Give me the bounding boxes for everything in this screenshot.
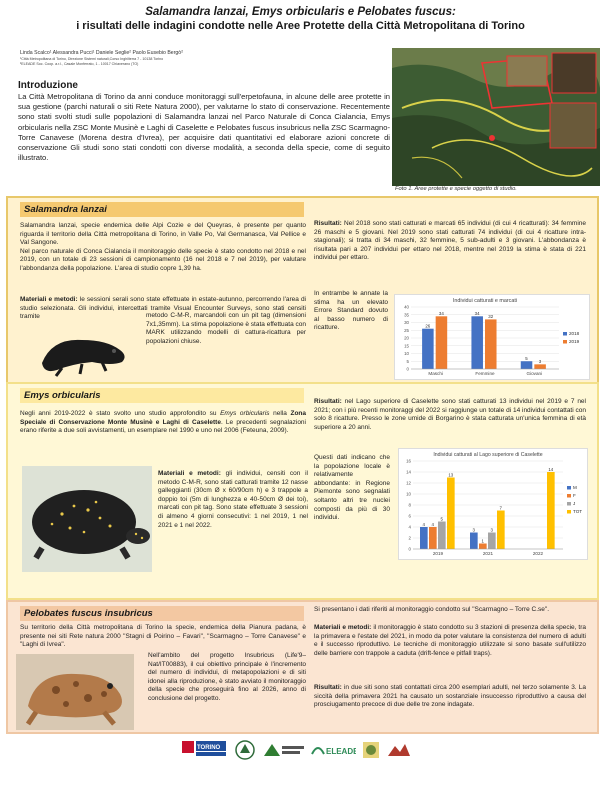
- emys-mm: gli individui, censiti con il metodo C-M-R, sono stati catturati tramite 12 nasse galleggianti (30cm Ø x 60/90cm h) e 3 trappole a doppio toi (5m di lunghezza e 40-50cm Ø dei toi), marcati con pit tag. Sono state effettuate 3 sessioni di almeno 4 giorni consecutivi: 1 nel 2019, 1 nel 2021 e 1 nel 2022.: [158, 470, 309, 529]
- data-label: 13: [448, 472, 454, 478]
- logo-regione: [386, 738, 412, 762]
- y-tick-label: 2: [408, 535, 411, 541]
- y-tick-label: 10: [406, 491, 411, 497]
- turtle-illustration: [22, 466, 152, 572]
- data-label: 14: [548, 466, 554, 472]
- pelobates-intro-right: Si presentano i dati riferiti al monitoraggio condotto sul "Scarmagno – Torre C.se".: [314, 606, 550, 613]
- y-tick-label: 5: [406, 358, 409, 364]
- salamandra-res2: In entrambe le annate la stima ha un elevato Errore Standard dovuto al basso numero di ricatture.: [314, 290, 388, 332]
- emys-methods: [158, 470, 308, 530]
- section-emys: [6, 382, 599, 600]
- affiliations: [20, 57, 163, 67]
- salamandra-mm2: metodo C-M-R, marcandoli con un pit tag (dimensioni 7x1,35mm). La stima popolazione è stata effettuata con MARK utilizzando modelli di cattura-ricattura per popolazioni chiuse.: [146, 312, 306, 345]
- pelobates-p1: Su territorio della Città metropolitana di Torino la specie, endemica della Pianura padana, è presente nei siti Rete natura 2000 "Stagni di Poirino – Favari", "Scarmagno – Torre Canavese" e "Laghi di Ivrea".: [20, 624, 306, 649]
- bar: [470, 533, 478, 550]
- chart-salamandra: [394, 294, 590, 380]
- y-tick-label: 15: [404, 343, 409, 349]
- bar: [485, 319, 497, 369]
- pelobates-res-label: Risultati:: [314, 684, 342, 691]
- toad-illustration: [16, 654, 134, 730]
- pelobates-p2: Nell'ambito del progetto Insubricus (Life'9–Nat/IT00883), il cui obiettivo principale è l'incremento del numero di individui, di metapopolazioni e di siti idonei alla riproduzione, è stato avviato il monitoraggio della specie che proseguirà fino al 2026, anno di conclusione del progetto.: [148, 652, 306, 702]
- logo-ministero: [234, 738, 256, 762]
- map-illustration: [392, 48, 600, 186]
- y-tick-label: 40: [404, 304, 409, 310]
- svg-text:TORINO: TORINO: [197, 745, 221, 751]
- legend-swatch: [567, 510, 571, 514]
- x-tick-label: 2021: [482, 551, 494, 556]
- x-tick-label: Maschi: [428, 371, 443, 376]
- emys-p1e: . Le precedenti segnalazioni erano riferite a due soli avvistamenti, un esemplare nel 1990 e uno nel 2006 (Feteuna, 2009).: [20, 418, 306, 435]
- y-tick-label: 16: [406, 458, 411, 464]
- pelobates-mm-label: Materiali e metodi:: [314, 624, 372, 631]
- poster-title: Salamandra lanzai, Emys orbicularis e Pelobates fuscus:: [145, 6, 456, 18]
- data-label: 4: [431, 521, 435, 527]
- bar: [534, 364, 546, 369]
- legend-swatch: [567, 494, 571, 498]
- y-tick-label: 0: [408, 546, 411, 552]
- data-label: 34: [438, 311, 444, 317]
- torino-logo-icon: [182, 738, 228, 762]
- bar: [521, 361, 533, 369]
- logo-parco-conca-cialancia: [262, 738, 306, 762]
- emys-res-label: Risultati:: [314, 398, 342, 405]
- legend-label: 2019: [569, 339, 580, 344]
- x-tick-label: Giovani: [526, 371, 543, 376]
- bar: [479, 544, 487, 550]
- y-tick-label: 0: [406, 366, 409, 372]
- chart-title: Individui catturati e marcati: [452, 298, 518, 304]
- poster-subtitle: i risultati delle indagini condotte nelle Aree Protette della Città Metropolitana di Torino: [76, 20, 525, 32]
- y-tick-label: 12: [406, 480, 411, 486]
- section-pelobates: [6, 600, 599, 734]
- data-label: 34: [474, 311, 480, 317]
- x-tick-label: 2019: [432, 551, 444, 556]
- salamandra-mm1: le sessioni serali sono state effettuate in estate-autunno, percorrendo l'area di studio selezionata. Gli individui, intercettati tramite Visual Encounter Surveys, sono stati censiti tramite: [20, 296, 307, 321]
- y-tick-label: 10: [404, 351, 409, 357]
- bar: [438, 522, 446, 550]
- section-heading-salamandra: Salamandra lanzai: [20, 202, 304, 217]
- emys-res2: Questi dati indicano che la popolazione locale è relativamente abbondante: in Regione Piemonte sono segnalati soltanto altri tre nuclei composti da più di 30 individui.: [314, 454, 390, 522]
- affiliation-1: ¹Città Metropolitana di Torino, Direzione Sistemi naturali,Corso Inghilterra 7 - 10138 Torino: [20, 57, 164, 61]
- legend-swatch: [563, 340, 567, 344]
- salamandra-mm-label: Materiali e metodi:: [20, 296, 78, 303]
- legend-swatch: [563, 332, 567, 336]
- pelobates-res: in due siti sono stati contattati circa 200 esemplari adulti, nel terzo solamente 3. La siccità della primavera 2021 ha causato un sostanziale insuccesso riproduttivo a causa del prosciugamento precoce di due delle tre zone indagate.: [314, 684, 586, 709]
- affiliation-2: ²ELEADE Soc. Coop. a.r.l., Casale Monferrato, 1 - 10017 Chiaverano (TO): [20, 62, 139, 66]
- y-tick-label: 35: [404, 312, 409, 318]
- emys-p1d: Zona Speciale di Conservazione Monte Musinè e Laghi di Caselette: [20, 410, 307, 426]
- parco-logo-icon: [262, 738, 306, 762]
- bar: [497, 511, 505, 550]
- section-salamandra: [6, 196, 599, 384]
- legend-label: M: [573, 485, 577, 490]
- bar: [429, 527, 437, 549]
- bar: [447, 478, 455, 550]
- data-label: 3: [538, 359, 542, 365]
- emys-res1: nel Lago superiore di Caselette sono stati catturati 13 individui nel 2019 e 7 nel 2021; con i più recenti monitoraggi del 2022 si raggiunge un totale di 14 individui contattati con solo 8 ricatture. Presso le zone umide di Borgarino è stata catturata un'unica femmina di età superiore a 20 anni.: [314, 398, 586, 431]
- logo-eleade: [310, 738, 356, 762]
- intro-heading: Introduzione: [18, 80, 78, 91]
- sia-logo-icon: [362, 738, 380, 762]
- x-tick-label: Femmine: [475, 371, 495, 376]
- data-label: 5: [440, 516, 444, 522]
- data-label: 5: [525, 356, 528, 362]
- authors: Linda Scalco¹ Alessandra Pucci¹ Daniele Seglie² Paolo Eusebio Bergò²: [20, 50, 183, 56]
- emys-p1c: nella: [273, 410, 287, 417]
- emys-results: [314, 398, 586, 432]
- y-tick-label: 30: [404, 320, 409, 326]
- svg-text:ELEADE: ELEADE: [326, 747, 356, 756]
- data-label: 7: [499, 505, 503, 511]
- photo-caption: Foto 1. Aree protette e specie oggetto di studio.: [395, 186, 517, 192]
- legend-label: F: [573, 493, 576, 498]
- emys-intro: [20, 410, 306, 436]
- emys-p1a: Negli anni 2019-2022 è stato svolto uno studio approfondito su: [20, 410, 217, 417]
- pelobates-results: [314, 684, 586, 710]
- data-label: 4: [422, 521, 426, 527]
- emblem-icon: [234, 738, 256, 762]
- emys-p1b: Emys orbicularis: [220, 410, 270, 417]
- eleade-logo-icon: [310, 738, 356, 762]
- bar: [436, 316, 448, 369]
- data-label: 26: [425, 323, 431, 329]
- legend-label: TOT: [573, 509, 583, 514]
- bar: [420, 527, 428, 549]
- salamandra-res1: Nel 2018 sono stati catturati e marcati 65 individui (di cui 4 ricatturati): 34 femmine 26 maschi e 5 giovani. Nel 2019 sono stati catturati 74 individui (di cui 4 ricatture intra-stagionali); si tratta di 34 maschi, 32 femmine, 5 sub-adulti e 3 giovani. L'abbondanza è risultata pari a 207 individui per ettaro nel 2018, mentre nel 2019 la stima è stata di 221 individui per ettaro.: [314, 220, 586, 262]
- data-label: 3: [490, 527, 494, 533]
- chart-emys-svg: [399, 449, 587, 559]
- legend-label: J: [573, 501, 576, 506]
- emys-mm-label: Materiali e metodi:: [158, 470, 221, 477]
- x-tick-label: 2022: [532, 551, 544, 556]
- y-tick-label: 25: [404, 327, 409, 333]
- bar: [488, 533, 496, 550]
- pelobates-methods: [314, 624, 586, 658]
- data-label: 3: [472, 527, 476, 533]
- protected-areas-photo: [392, 48, 600, 186]
- bar: [422, 329, 434, 369]
- logo-torino-metropoli: [182, 738, 228, 762]
- y-tick-label: 6: [408, 513, 411, 519]
- salamandra-res-label: Risultati:: [314, 220, 342, 227]
- pelobates-mm: il monitoraggio è stato condotto su 3 stazioni di presenza della specie, tra la primavera e l'estate del 2021, in modo da poter valutare la consistenza del numero di adulti e il successo riproduttivo. Le tecniche di monitoraggio utilizzate si sono basate sull'utilizzo delle barriere con trappole a caduta (drift-fence e pitfall traps).: [314, 624, 586, 657]
- chart-title: Individui catturati al Lago superiore di Caselette: [433, 452, 543, 458]
- legend-label: 2018: [569, 331, 580, 336]
- salamandra-p2: Nel parco naturale di Conca Cialancia il monitoraggio delle specie è stato condotto nel 2018 e nel 2019, con un totale di 23 sessioni di campionamento (16 nel 2018 e 7 nel 2019), per valutare l'abbondanza della popolazione. L'area di studio copre 1,39 ha.: [20, 247, 306, 272]
- intro-text: La Città Metropolitana di Torino da anni conduce monitoraggi sull'erpetofauna, in alcune delle aree protette in sua gestione (parchi naturali o siti Rete Natura 2000), per valutarne lo stato di conservazione. Recentemente sono stati svolti studi sulle popolazioni di Salamandra lanzai nel Parco Naturale di Conca Cialancia, Emys orbicularis nella ZSC Monte Musinè e Laghi di Caselette e Pelobates fuscus insubricus nella ZSC Scarmagno-Torre Canavese (Morena destra d'Ivrea), per acquisire dati quantitativi ed elaborare azioni concrete di conservazione Gli studi sono stati condotti con diverse modalità, a seconda della specie, come di seguito illustrato.: [18, 92, 390, 163]
- salamandra-p1: Salamandra lanzai, specie endemica delle Alpi Cozie e del Queyras, è presente per quanto riguarda il territorio della Città metropolitana di Torino, in Valle Po, Val Germanasca, Val Pellice e Val Sangone.: [20, 222, 306, 247]
- y-tick-label: 8: [408, 502, 411, 508]
- salamandra-intro: [20, 222, 306, 274]
- data-label: 1: [481, 538, 485, 544]
- section-heading-emys: Emys orbicularis: [20, 388, 304, 403]
- section-heading-pelobates: Pelobates fuscus insubricus: [20, 606, 304, 621]
- data-label: 32: [488, 314, 494, 320]
- y-tick-label: 4: [408, 524, 411, 530]
- bar: [471, 316, 483, 369]
- chart-salamandra-svg: [395, 295, 589, 379]
- legend-swatch: [567, 502, 571, 506]
- y-tick-label: 20: [404, 335, 409, 341]
- chart-emys: [398, 448, 588, 560]
- bar: [547, 472, 555, 549]
- legend-swatch: [567, 486, 571, 490]
- logo-sia: [362, 738, 380, 762]
- salamander-illustration: [32, 318, 132, 378]
- logo-bar: [0, 738, 601, 768]
- y-tick-label: 14: [406, 469, 411, 475]
- salamandra-results: [314, 220, 586, 263]
- regione-logo-icon: [386, 738, 412, 762]
